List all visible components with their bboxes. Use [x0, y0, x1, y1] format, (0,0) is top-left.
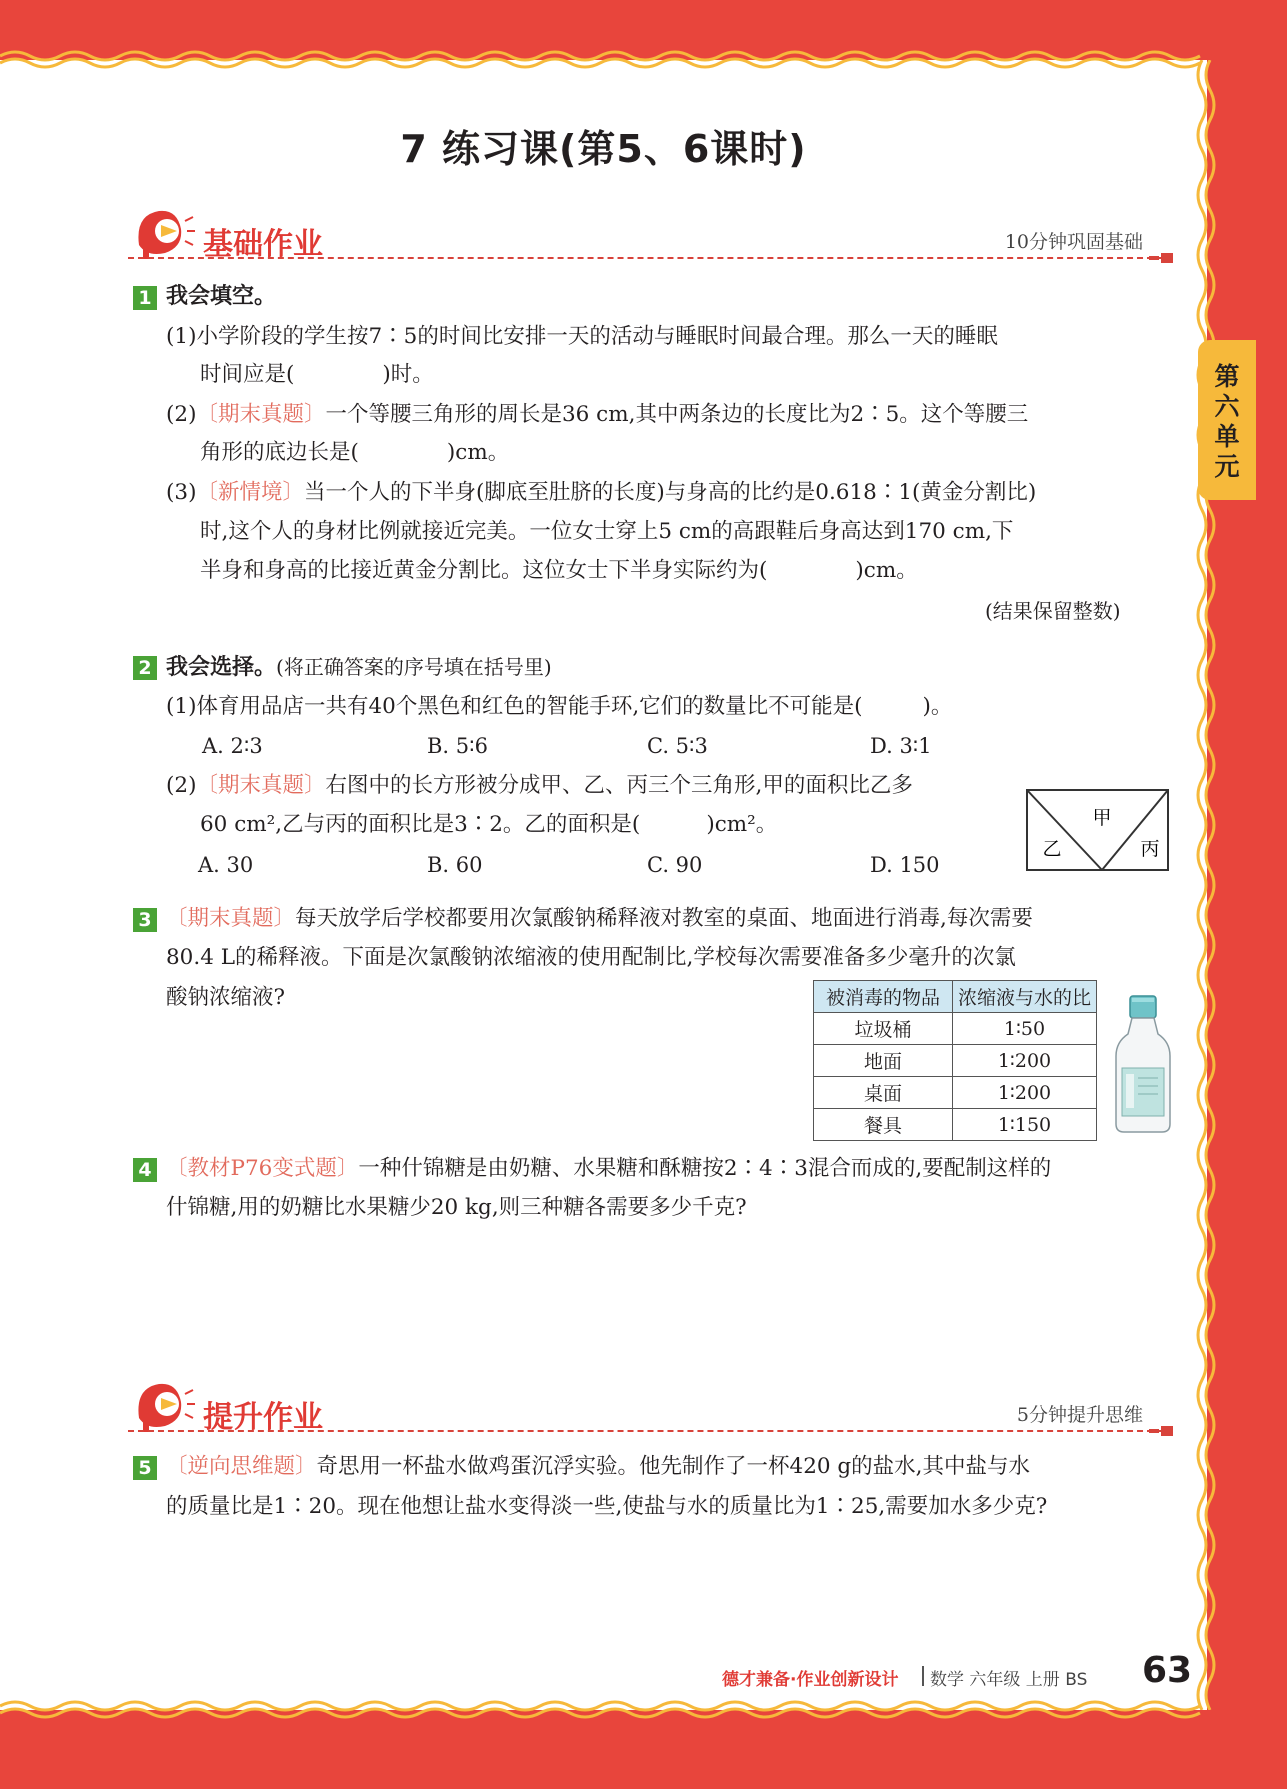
top-wavy-border: [0, 48, 1207, 72]
rule-end: [1161, 253, 1173, 263]
footer-divider: [922, 1666, 924, 1686]
q1-p2-line1: [166, 400, 1028, 430]
page-title: 7 练习课(第5、6课时): [400, 127, 807, 171]
source-tag: 〔逆向思维题〕: [166, 1454, 317, 1479]
q1-p3-line1: [166, 478, 1036, 508]
unit-tab-label: 第六单元: [1214, 362, 1240, 481]
q2-p1: [166, 692, 952, 722]
text: 时间应是(: [200, 362, 295, 387]
question-number: 1: [133, 286, 157, 310]
q2-p2-option: A. 30: [198, 853, 254, 877]
q4-line2: 什锦糖,用的奶糖比水果糖少20 kg,则三种糖各需要多少千克?: [166, 1195, 747, 1220]
q2-p2-option: B. 60: [427, 853, 483, 877]
text: (1)体育用品店一共有40个黑色和红色的智能手环,它们的数量比不可能是(: [166, 694, 863, 719]
q5-line2: 的质量比是1∶20。现在他想让盐水变得淡一些,使盐与水的质量比为1∶25,需要加水多少克?: [166, 1494, 1048, 1519]
q2-p2-option: D. 150: [870, 853, 940, 877]
table-header: 浓缩液与水的比: [953, 981, 1097, 1013]
table-header: 被消毒的物品: [814, 981, 953, 1013]
page-number: 63: [1142, 1650, 1193, 1691]
rule-end: [1149, 256, 1159, 260]
text: (将正确答案的序号填在括号里): [276, 655, 552, 679]
source-tag: 〔教材P76变式题〕: [166, 1156, 359, 1181]
q2-p2-line2: [200, 810, 777, 840]
bottom-wavy-border: [0, 1698, 1207, 1722]
dashed-rule: [128, 257, 1173, 259]
question-number: 4: [133, 1158, 157, 1182]
q3-line3: 酸钠浓缩液?: [166, 985, 286, 1010]
question-number: 3: [133, 908, 157, 932]
dilution-table: [813, 980, 1097, 1141]
q1-p1-line2: [200, 360, 434, 390]
text: 一种什锦糖是由奶糖、水果糖和酥糖按2∶4∶3混合而成的,要配制这样的: [358, 1156, 1052, 1181]
section-basic-label: 基础作业: [203, 227, 323, 262]
rectangle-triangles-figure: [1026, 789, 1169, 871]
megaphone-icon: [133, 1378, 195, 1434]
megaphone-icon: [133, 205, 195, 261]
q5-line1: [166, 1452, 1030, 1482]
q2-p1-option: C. 5∶3: [647, 734, 708, 758]
text: 每天放学后学校都要用次氯酸钠稀释液对教室的桌面、地面进行消毒,每次需要: [295, 906, 1033, 931]
source-tag: 〔新情境〕: [196, 480, 304, 505]
table-cell: 餐具: [814, 1109, 953, 1141]
text: 一个等腰三角形的周长是36 cm,其中两条边的长度比为2∶5。这个等腰三: [325, 402, 1029, 427]
footer-info: 数学 六年级 上册 BS: [930, 1670, 1088, 1690]
section-basic-note: 10分钟巩固基础: [1004, 231, 1143, 253]
source-tag: 〔期末真题〕: [196, 773, 326, 798]
dashed-rule: [128, 1430, 1173, 1432]
text: 60 cm²,乙与丙的面积比是3∶2。乙的面积是(: [200, 812, 641, 837]
q3-line1: [166, 904, 1033, 934]
table-cell: 1∶150: [953, 1109, 1097, 1141]
q1-p3-line3: [200, 556, 918, 586]
q2-p1-option: D. 3∶1: [870, 734, 932, 758]
q3-line2: 80.4 L的稀释液。下面是次氯酸钠浓缩液的使用配制比,学校每次需要准备多少毫升的次氯: [166, 945, 1016, 970]
text: 我会选择。: [166, 655, 277, 680]
q2-p1-option: B. 5∶6: [427, 734, 488, 758]
text: )cm²。: [706, 812, 778, 837]
table-row: [814, 1109, 1097, 1141]
q2-heading: [166, 652, 552, 683]
text: 角形的底边长是(: [200, 440, 359, 465]
text: )cm。: [446, 440, 510, 465]
q1-p2-line2: [200, 438, 509, 468]
table-row: [814, 1013, 1097, 1045]
text: )时。: [382, 362, 434, 387]
section-advanced-label: 提升作业: [203, 1400, 323, 1435]
unit-tab: [1198, 340, 1256, 500]
bottle-icon: [1112, 994, 1174, 1134]
table-cell: 1∶200: [953, 1045, 1097, 1077]
section-advanced-note: 5分钟提升思维: [1016, 1404, 1143, 1426]
text: )cm。: [855, 558, 918, 583]
text: )。: [922, 694, 953, 719]
label-bing: 丙: [1140, 838, 1160, 860]
footer-brand: 德才兼备·作业创新设计: [722, 1670, 899, 1690]
table-cell: 桌面: [814, 1077, 953, 1109]
q2-p2-line1: [166, 771, 913, 801]
rule-end: [1161, 1426, 1173, 1436]
q1-p3-line2: 时,这个人的身材比例就接近完美。一位女士穿上5 cm的高跟鞋后身高达到170 cm,下: [200, 519, 1014, 544]
section-advanced-header: [128, 1378, 1173, 1438]
table-cell: 1∶50: [953, 1013, 1097, 1045]
table-header-row: [814, 981, 1097, 1013]
text: (2): [166, 402, 197, 427]
question-number: 5: [133, 1456, 157, 1480]
label-jia: 甲: [1092, 807, 1112, 829]
q2-p2-option: C. 90: [647, 853, 703, 877]
q1-p3-note: (结果保留整数): [985, 599, 1121, 623]
table-row: [814, 1077, 1097, 1109]
source-tag: 〔期末真题〕: [166, 906, 296, 931]
source-tag: 〔期末真题〕: [196, 402, 326, 427]
section-basic-header: [128, 205, 1173, 265]
text: (2): [166, 773, 197, 798]
table-row: [814, 1045, 1097, 1077]
table-cell: 地面: [814, 1045, 953, 1077]
label-yi: 乙: [1042, 838, 1062, 860]
table-cell: 垃圾桶: [814, 1013, 953, 1045]
text: 半身和身高的比接近黄金分割比。这位女士下半身实际约为(: [200, 558, 768, 583]
question-number: 2: [133, 656, 157, 680]
text: 右图中的长方形被分成甲、乙、丙三个三角形,甲的面积比乙多: [325, 773, 913, 798]
table-cell: 1∶200: [953, 1077, 1097, 1109]
text: (3): [166, 480, 197, 505]
q1-heading: 我会填空。: [166, 284, 277, 309]
q4-line1: [166, 1154, 1051, 1184]
right-wavy-border: [1194, 60, 1220, 1710]
q1-p1-line1: (1)小学阶段的学生按7∶5的时间比安排一天的活动与睡眠时间最合理。那么一天的睡眠: [166, 324, 998, 349]
text: 奇思用一杯盐水做鸡蛋沉浮实验。他先制作了一杯420 g的盐水,其中盐与水: [316, 1454, 1030, 1479]
text: 当一个人的下半身(脚底至肚脐的长度)与身高的比约是0.618∶1(黄金分割比): [303, 480, 1037, 505]
rule-end: [1149, 1429, 1159, 1433]
q2-p1-option: A. 2∶3: [202, 734, 263, 758]
